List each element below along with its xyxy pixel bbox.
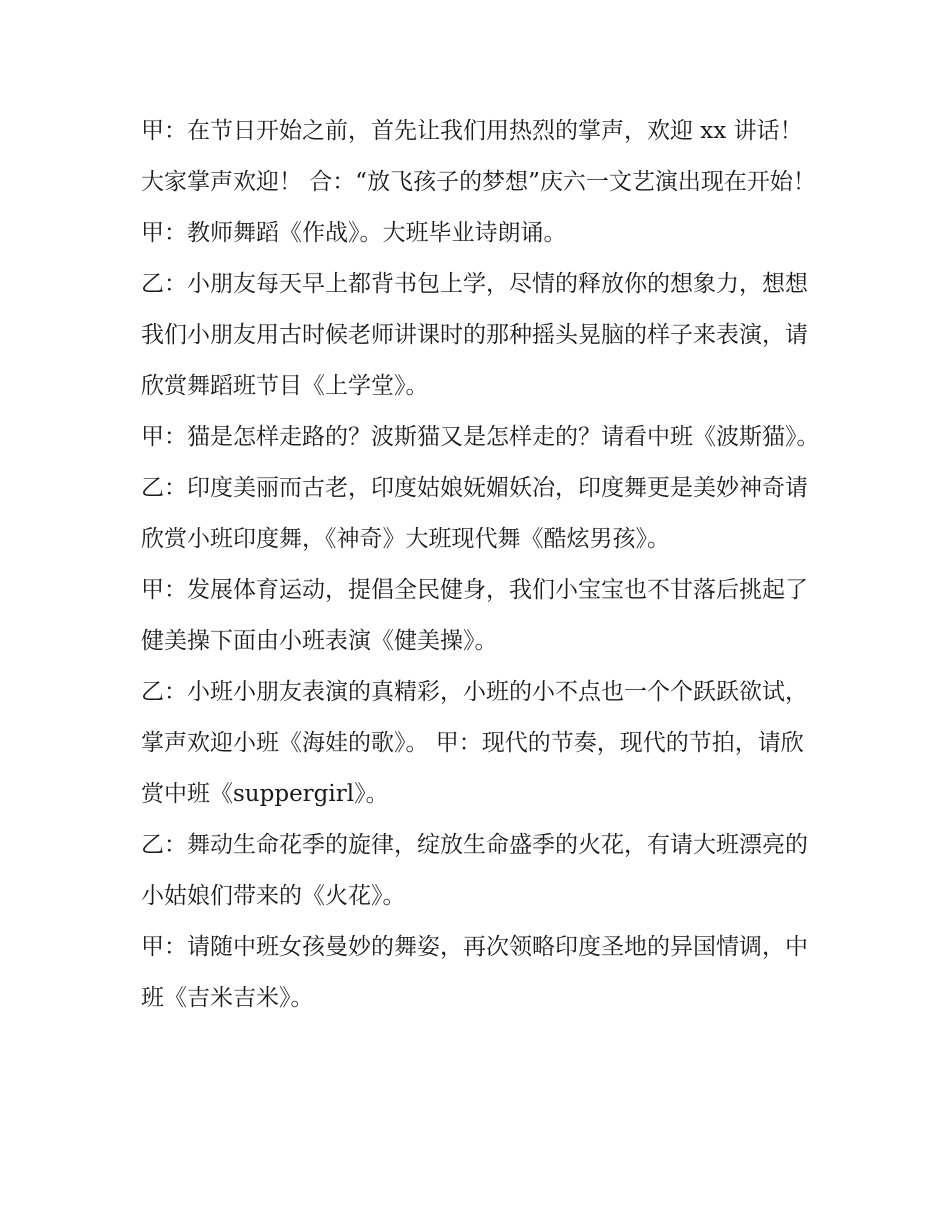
paragraph-haiwa-song: 乙：小班小朋友表演的真精彩，小班的小不点也一个个跃跃欲试，掌声欢迎小班《海娃的歌》。 甲：现代的节奏，现代的节拍，请欣赏中班《suppergirl》。	[141, 679, 808, 807]
paragraph-school-hall: 乙：小朋友每天早上都背书包上学，尽情的释放你的想象力，想想我们小朋友用古时候老师讲课时的那种摇头晃脑的样子来表演，请欣赏舞蹈班节目《上学堂》。	[141, 271, 808, 399]
paragraph-sparks: 乙：舞动生命花季的旋律，绽放生命盛季的火花，有请大班漂亮的小姑娘们带来的《火花》。	[141, 832, 808, 909]
paragraph-persian-cat: 甲：猫是怎样走路的？波斯猫又是怎样走的？请看中班《波斯猫》。	[141, 424, 820, 450]
paragraph-indian-dance: 乙：印度美丽而古老，印度姑娘妩媚妖冶，印度舞更是美妙神奇请欣赏小班印度舞，《神奇》大班现代舞《酷炫男孩》。	[141, 475, 808, 552]
paragraph-opening: 甲：在节日开始之前，首先让我们用热烈的掌声，欢迎 xx 讲话！大家掌声欢迎！ 合：“放飞孩子的梦想”庆六一文艺演出现在开始！	[141, 118, 816, 195]
paragraph-teacher-dance: 甲：教师舞蹈《作战》。大班毕业诗朗诵。	[141, 220, 567, 246]
document-body	[141, 106, 821, 1024]
paragraph-aerobics: 甲：发展体育运动，提倡全民健身，我们小宝宝也不甘落后挑起了健美操下面由小班表演《健美操》。	[141, 577, 808, 654]
paragraph-jimmy-jimmy: 甲：请随中班女孩曼妙的舞姿，再次领略印度圣地的异国情调，中班《吉米吉米》。	[141, 934, 808, 1011]
